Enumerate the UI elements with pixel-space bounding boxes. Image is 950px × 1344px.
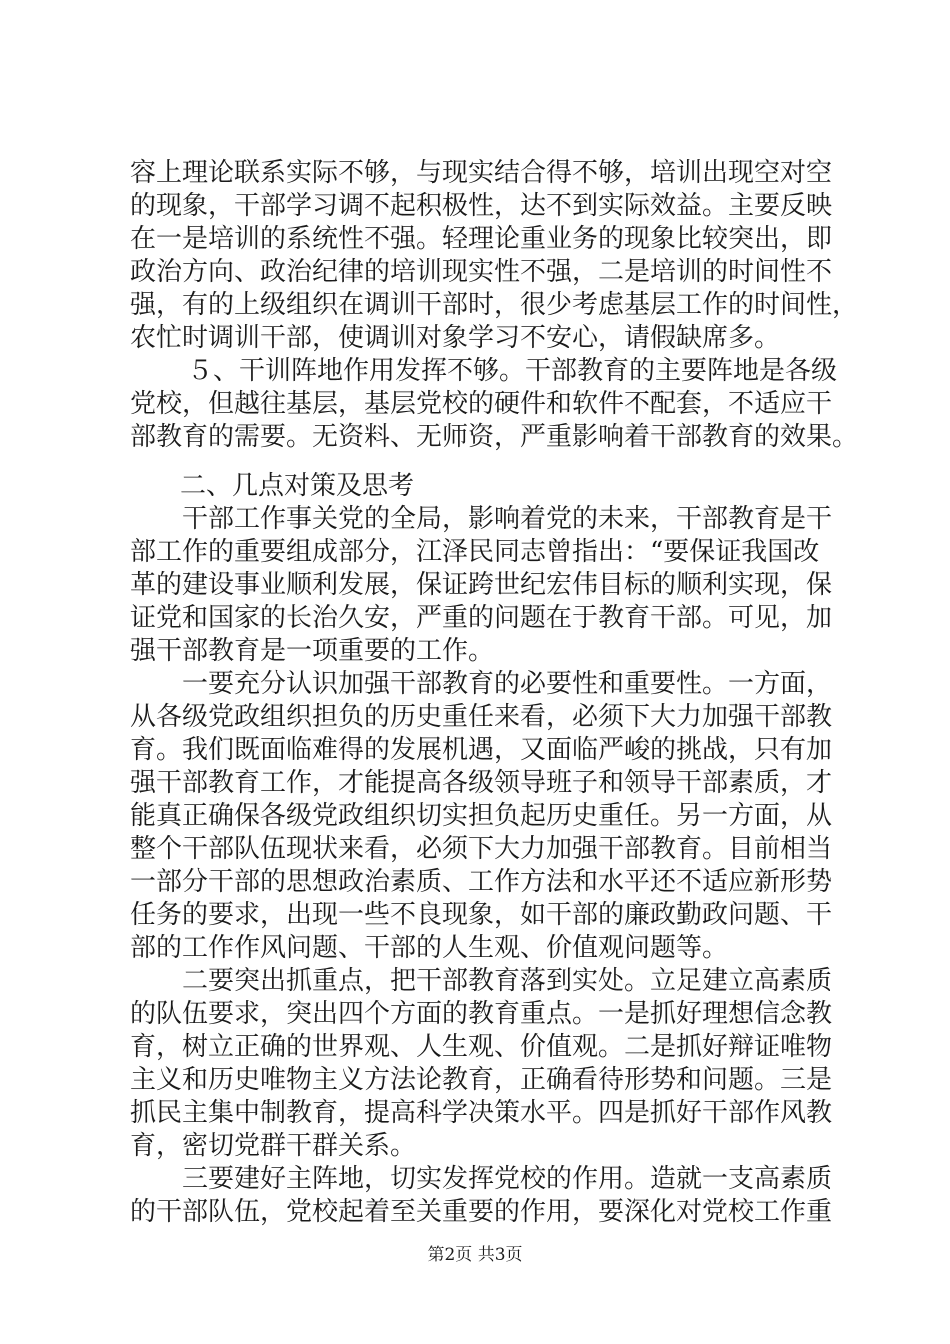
document-body [130, 157, 859, 1229]
text-line: 在一是培训的系统性不强。轻理论重业务的现象比较突出，即 [130, 224, 833, 254]
section-heading: 二、几点对策及思考 [180, 471, 415, 501]
paragraph-one [130, 668, 833, 965]
text-line: 从各级党政组织担负的历史重任来看，必须下大力加强干部教 [130, 702, 833, 732]
text-line: 部的工作作风问题、干部的人生观、价值观问题等。 [130, 933, 729, 963]
text-line: 的干部队伍，党校起着至关重要的作用，要深化对党校工作重 [130, 1197, 833, 1227]
page-footer: 第2页 共3页 [427, 1245, 523, 1265]
text-line: 育。我们既面临难得的发展机遇，又面临严峻的挑战，只有加 [130, 735, 833, 765]
text-line: 农忙时调训干部，使调训对象学习不安心，请假缺席多。 [130, 323, 781, 353]
text-line: 的队伍要求，突出四个方面的教育重点。一是抓好理想信念教 [130, 999, 833, 1029]
text-line: 三要建好主阵地，切实发挥党校的作用。造就一支高素质 [182, 1164, 833, 1194]
text-line: 抓民主集中制教育，提高科学决策水平。四是抓好干部作风教 [130, 1098, 833, 1128]
paragraph-gap [130, 454, 830, 470]
text-line: 干部工作事关党的全局，影响着党的未来，干部教育是干 [182, 504, 833, 534]
text-line: 强干部教育是一项重要的工作。 [130, 636, 495, 666]
text-line: 容上理论联系实际不够，与现实结合得不够，培训出现空对空 [130, 158, 833, 188]
paragraph-continued [130, 157, 859, 355]
text-line: 的现象，干部学习调不起积极性，达不到实际效益。主要反映 [130, 191, 833, 221]
text-line: 部工作的重要组成部分，江泽民同志曾指出：“要保证我国改 [130, 537, 820, 567]
text-line: 二要突出抓重点，把干部教育落到实处。立足建立高素质 [182, 966, 833, 996]
text-line: 一要充分认识加强干部教育的必要性和重要性。一方面， [182, 669, 833, 699]
text-line: 部教育的需要。无资料、无师资，严重影响着干部教育的效果。 [130, 422, 859, 452]
text-line: 党校，但越往基层，基层党校的硬件和软件不配套，不适应干 [130, 389, 833, 419]
text-line: 整个干部队伍现状来看，必须下大力加强干部教育。目前相当 [130, 834, 833, 864]
paragraph-intro [130, 503, 833, 668]
text-line: 一部分干部的思想政治素质、工作方法和水平还不适应新形势 [130, 867, 833, 897]
text-line: 育，密切党群干群关系。 [130, 1131, 417, 1161]
text-line: 政治方向、政治纪律的培训现实性不强，二是培训的时间性不 [130, 257, 833, 287]
text-line: 强干部教育工作，才能提高各级领导班子和领导干部素质，才 [130, 768, 833, 798]
text-line: ５、干训阵地作用发挥不够。干部教育的主要阵地是各级 [187, 356, 838, 386]
text-line: 能真正确保各级党政组织切实担负起历史重任。另一方面，从 [130, 801, 833, 831]
text-line: 证党和国家的长治久安，严重的问题在于教育干部。可见，加 [130, 603, 833, 633]
text-line: 强，有的上级组织在调训干部时，很少考虑基层工作的时间性， [130, 290, 859, 320]
paragraph-5 [130, 355, 859, 454]
text-line: 革的建设事业顺利发展，保证跨世纪宏伟目标的顺利实现，保 [130, 570, 833, 600]
text-line: 育，树立正确的世界观、人生观、价值观。二是抓好辩证唯物 [130, 1032, 833, 1062]
text-line: 任务的要求，出现一些不良现象，如干部的廉政勤政问题、干 [130, 900, 833, 930]
text-line: 主义和历史唯物主义方法论教育，正确看待形势和问题。三是 [130, 1065, 833, 1095]
paragraph-two [130, 965, 833, 1163]
paragraph-three [130, 1163, 833, 1229]
